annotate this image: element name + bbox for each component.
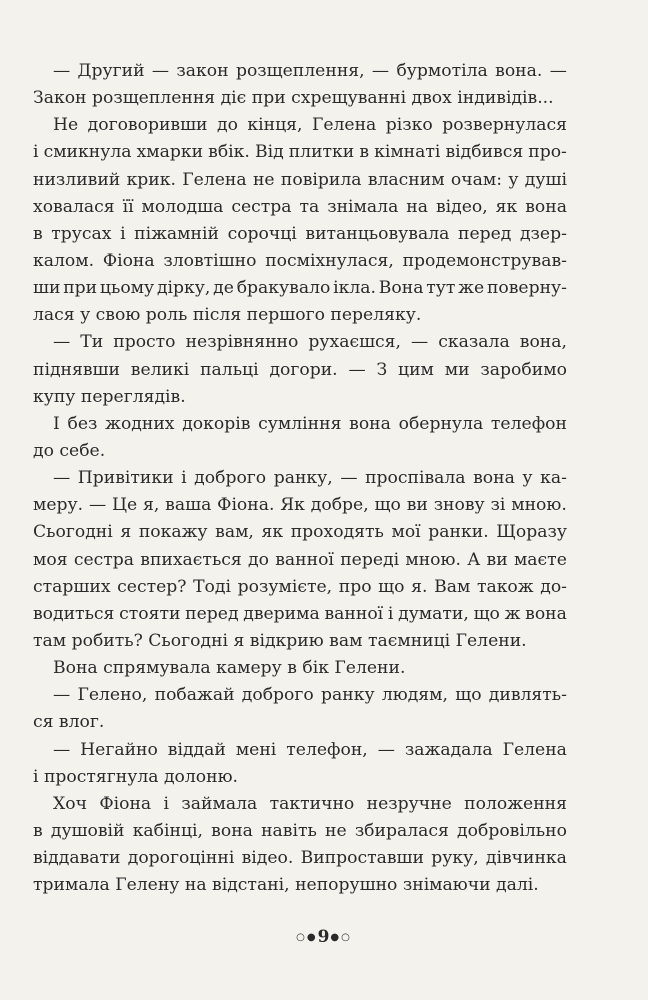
text-line: калом. Фіона зловтішно посміхнулася, продемонстрував- (33, 250, 567, 271)
text-line: — Негайно віддай мені телефон, — зажадала Гелена (53, 739, 567, 760)
text-line: лася у свою роль після першого переляку. (33, 305, 422, 326)
text-line: — Привітики і доброго ранку, — проспівала вона у ка- (53, 468, 567, 489)
text-line: — Гелено, побажай доброго ранку людям, що дивлять- (53, 685, 567, 706)
text-line: і смикнула хмарки вбік. Від плитки в кімнаті відбився про- (33, 142, 567, 163)
text-line: моя сестра впихається до ванної переді мною. А ви маєте (33, 549, 567, 570)
page-number-value: 9 (317, 927, 331, 947)
text-line: Не договоривши до кінця, Гелена різко розвернулася (53, 115, 567, 136)
text-line: Сьогодні я покажу вам, як проходять мої ранки. Щоразу (33, 522, 567, 543)
text-line: купу переглядів. (33, 386, 186, 407)
text-line: і простягнула долоню. (33, 766, 239, 787)
text-line: віддавати дорогоцінні відео. Випроставши руку, дівчинка (33, 848, 567, 869)
text-line: Закон розщеплення діє при схрещуванні двох індивідів... (33, 88, 554, 109)
text-line: ховалася її молодша сестра та знімала на відео, як вона (33, 196, 567, 217)
text-line: водиться стояти перед дверима ванної і думати, що ж вона (33, 603, 567, 624)
ornament-dots-left: ○● (296, 932, 318, 943)
text-line: низливий крик. Гелена не повірила власним очам: у душі (33, 169, 567, 190)
page-number (0, 927, 648, 947)
text-line: піднявши великі пальці догори. — З цим ми заробимо (33, 359, 567, 380)
text-line: в трусах і піжамній сорочці витанцьовувала перед дзер- (33, 223, 567, 244)
text-line: в душовій кабінці, вона навіть не збиралася добровільно (33, 820, 567, 841)
text-line: І без жодних докорів сумління вона обернула телефон (53, 413, 567, 434)
ornament-dots-right: ●○ (330, 932, 352, 943)
text-line: — Ти просто незрівнянно рухаєшся, — сказала вона, (53, 332, 567, 353)
page-body-text (33, 58, 567, 899)
text-line: — Другий — закон розщеплення, — бурмотіла вона. — (53, 61, 567, 81)
text-line: меру. — Це я, ваша Фіона. Як добре, що ви знову зі мною. (33, 495, 567, 516)
text-line: там робить? Сьогодні я відкрию вам таємниці Гелени. (33, 630, 527, 651)
text-line: тримала Гелену на відстані, непорушно знімаючи далі. (33, 875, 539, 896)
text-line: до себе. (33, 440, 106, 461)
text-line: ши при цьому дірку, де бракувало ікла. Вона тут же поверну- (33, 278, 567, 299)
text-line: Вона спрямувала камеру в бік Гелени. (53, 658, 406, 679)
text-line: ся влог. (33, 712, 105, 733)
text-line: Хоч Фіона і займала тактично незручне положення (53, 793, 567, 814)
text-line: старших сестер? Тоді розумієте, про що я. Вам також до- (33, 576, 567, 597)
